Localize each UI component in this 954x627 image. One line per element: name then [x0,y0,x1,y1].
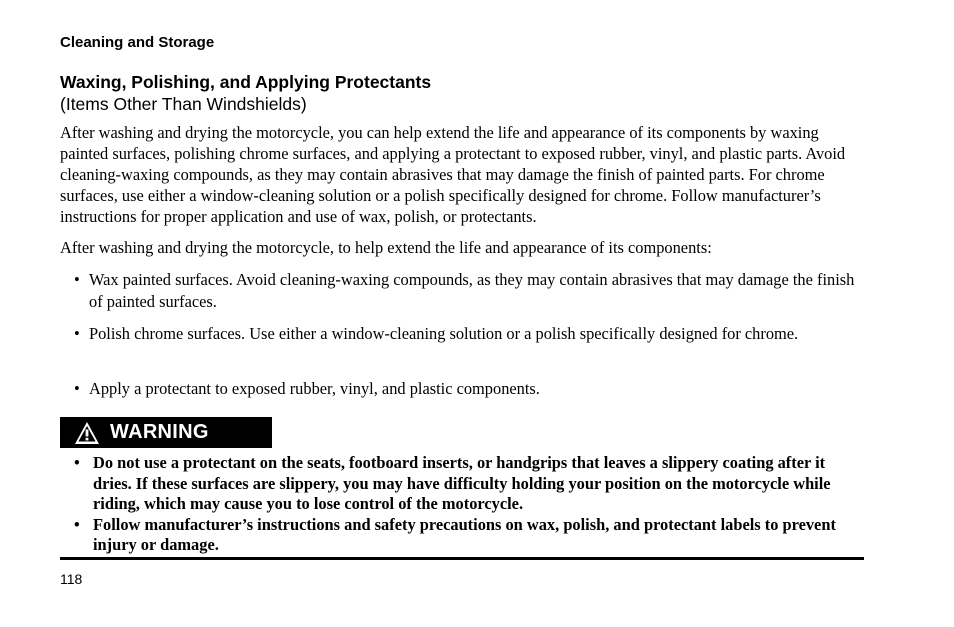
warning-label: WARNING [110,421,209,443]
bullet-icon: • [74,270,80,289]
warning-item-text: Follow manufacturer’s instructions and safety precautions on wax, polish, and protectant labels to prevent injury or damage. [93,514,836,554]
manual-page [60,0,864,627]
list-item [74,378,864,400]
section-header: Cleaning and Storage [60,34,215,51]
list-item [74,323,864,345]
intro-paragraph: After washing and drying the motorcycle, you can help extend the life and appearance of its components by waxing painted surfaces, polishing chrome surfaces, and applying a protectant to exposed rubber, vinyl, and plastic parts. Avoid cleaning‑waxing compounds, as they may contain abrasives that may damage the finish of painted parts. For chrome surfaces, use either a window‑cleaning solution or a polish specifically designed for chrome. Follow manufacturer’s instructions for proper application and use of wax, polish, or protectants. [60,123,846,226]
bullet-icon: • [74,324,80,343]
bullet-icon: • [74,514,80,534]
warning-banner [60,417,272,448]
bullet-icon: • [74,453,80,472]
bullet-list [74,269,864,313]
bullet-list [74,378,864,400]
list-item [74,269,864,313]
warning-triangle-icon [74,421,100,445]
page-number: 118 [60,571,83,587]
warning-list [74,453,864,556]
warning-item [74,515,864,556]
warning-item-text: Do not use a protectant on the seats, footboard inserts, or handgrips that leaves a slippery coating after it dries. If these surfaces are slippery, you may have difficulty holding your position on the motorcycle while riding, which may cause you to lose control of the motorcycle. [93,453,831,513]
list-item-text: Polish chrome surfaces. Use either a window‑cleaning solution or a polish specifically designed for chrome. [89,324,799,343]
warning-item [74,453,864,515]
list-item-text: Apply a protectant to exposed rubber, vinyl, and plastic components. [89,379,540,398]
footer-divider [60,557,864,560]
page-title: Waxing, Polishing, and Applying Protectants [60,72,432,92]
list-item-text: Wax painted surfaces. Avoid cleaning‑waxing compounds, as they may contain abrasives that may damage the finish of painted surfaces. [89,270,855,311]
page-subtitle: (Items Other Than Windshields) [60,94,307,114]
lead-in-paragraph: After washing and drying the motorcycle, to help extend the life and appearance of its components: [60,238,712,257]
bullet-list [74,323,864,345]
bullet-icon: • [74,379,80,398]
